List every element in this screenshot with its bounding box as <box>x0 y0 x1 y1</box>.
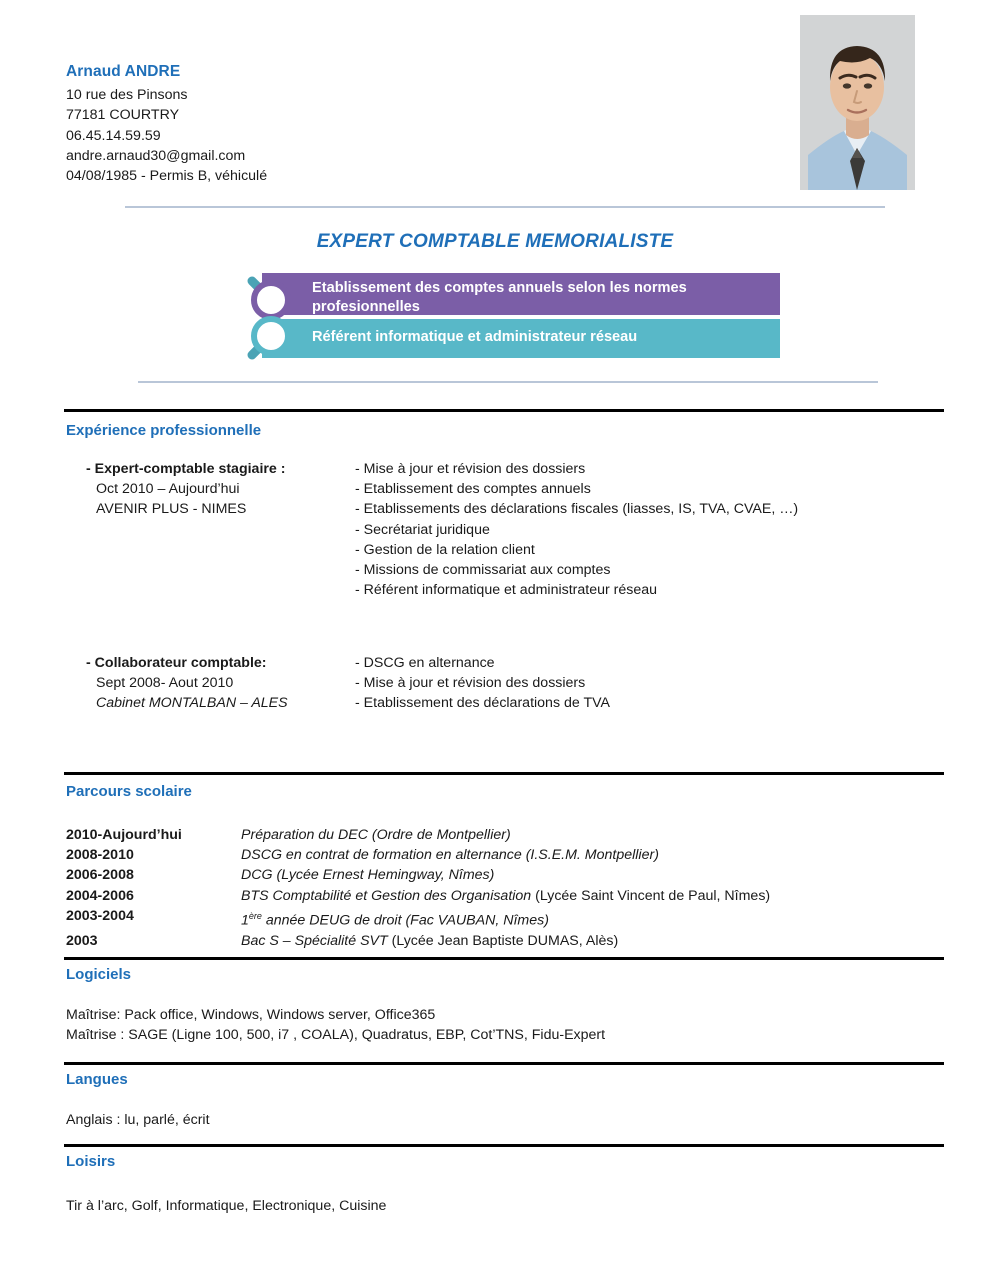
job-1-role: - Expert-comptable stagiaire : <box>86 461 286 477</box>
magnifier-icon <box>240 309 302 371</box>
education-desc-italic: DCG (Lycée Ernest Hemingway, Nîmes) <box>241 867 495 884</box>
task-item: - Secrétariat juridique <box>355 521 490 538</box>
education-desc-italic: Bac S – Spécialité SVT <box>241 932 388 949</box>
education-date: 2010-Aujourd’hui <box>66 827 182 843</box>
task-item: - Référent informatique et administrateur réseau <box>355 582 658 599</box>
section-title-hobbies: Loisirs <box>66 1153 116 1170</box>
education-desc-italic: année DEUG de droit (Fac VAUBAN, Nîmes) <box>265 912 549 929</box>
task-item: - Etablissement des déclarations de TVA <box>355 695 610 712</box>
task-item: - Mise à jour et révision des dossiers <box>355 461 586 477</box>
education-desc-plain: (Lycée Jean Baptiste DUMAS, Alès) <box>387 932 619 949</box>
job-1-company: AVENIR PLUS - NIMES <box>96 501 247 518</box>
job-2-role: - Collaborateur comptable: <box>86 655 267 671</box>
table-row <box>66 886 770 906</box>
job-2-meta <box>86 653 288 714</box>
job-2-period: Sept 2008- Aout 2010 <box>96 675 234 692</box>
task-item: - Etablissement des comptes annuels <box>355 481 591 498</box>
education-desc <box>241 931 618 951</box>
page-title: Arnaud ANDRE <box>66 63 181 80</box>
task-item: - Missions de commissariat aux comptes <box>355 562 611 579</box>
section-rule-software <box>64 957 944 960</box>
education-desc <box>241 825 511 845</box>
education-desc-prefix: 1 <box>241 912 249 929</box>
software-line: Maîtrise: Pack office, Windows, Windows server, Office365 <box>66 1007 436 1023</box>
languages-list <box>66 1110 210 1130</box>
contact-email: andre.arnaud30@gmail.com <box>66 147 246 164</box>
section-rule-languages <box>64 1062 944 1065</box>
section-rule-education <box>64 772 944 775</box>
section-title-software: Logiciels <box>66 966 132 983</box>
contact-city: 77181 COURTRY <box>66 107 180 124</box>
language-line: Anglais : lu, parlé, écrit <box>66 1112 210 1128</box>
job-2-company: Cabinet MONTALBAN – ALES <box>96 695 288 712</box>
contact-birth-licence: 04/08/1985 - Permis B, véhiculé <box>66 168 268 185</box>
task-item: - Mise à jour et révision des dossiers <box>355 675 586 692</box>
task-item: - DSCG en alternance <box>355 655 495 671</box>
header-divider <box>125 206 885 208</box>
hobbies-list <box>66 1196 386 1216</box>
job-1-period: Oct 2010 – Aujourd’hui <box>96 481 240 498</box>
section-rule-experience <box>64 409 944 412</box>
education-desc-italic: DSCG en contrat de formation en alternance (I.S.E.M. Montpellier) <box>241 847 659 864</box>
highlight-banners <box>240 265 770 365</box>
banner-row-1: Etablissement des comptes annuels selon les normes profesionnelles <box>262 273 780 315</box>
section-rule-hobbies <box>64 1144 944 1147</box>
education-desc-superscript: ère <box>248 910 262 921</box>
education-desc-plain: (Lycée Saint Vincent de Paul, Nîmes) <box>531 887 771 904</box>
headline-title: EXPERT COMPTABLE MEMORIALISTE <box>316 231 674 252</box>
task-item: - Etablissements des déclarations fiscales (liasses, IS, TVA, CVAE, …) <box>355 501 799 518</box>
avatar <box>800 15 915 190</box>
education-date: 2003 <box>66 932 98 949</box>
table-row <box>66 906 770 931</box>
table-row <box>66 865 770 885</box>
education-table <box>66 825 770 951</box>
header <box>0 0 990 205</box>
education-desc <box>241 906 549 931</box>
hobby-line: Tir à l’arc, Golf, Informatique, Electronique, Cuisine <box>66 1198 387 1214</box>
education-date: 2003-2004 <box>66 907 134 924</box>
table-row <box>66 825 770 845</box>
task-item: - Gestion de la relation client <box>355 541 535 558</box>
contact-address: 10 rue des Pinsons <box>66 87 188 103</box>
banner-divider <box>138 381 878 383</box>
education-date: 2008-2010 <box>66 847 134 864</box>
job-1-tasks <box>355 459 798 600</box>
banner-row-2: Référent informatique et administrateur réseau <box>262 319 780 358</box>
section-title-languages: Langues <box>66 1071 128 1088</box>
contact-phone: 06.45.14.59.59 <box>66 127 161 144</box>
job-1-meta <box>86 459 285 520</box>
education-desc <box>241 865 494 885</box>
table-row <box>66 931 770 951</box>
software-line: Maîtrise : SAGE (Ligne 100, 500, i7 , COALA), Quadratus, EBP, Cot’TNS, Fidu-Expert <box>66 1027 606 1044</box>
education-desc <box>241 845 659 865</box>
education-desc <box>241 886 770 906</box>
table-row <box>66 845 770 865</box>
software-list <box>66 1005 605 1045</box>
education-date: 2004-2006 <box>66 887 134 904</box>
section-title-experience: Expérience professionnelle <box>66 422 262 439</box>
job-2-tasks <box>355 653 610 714</box>
section-title-education: Parcours scolaire <box>66 783 192 800</box>
education-desc-italic: BTS Comptabilité et Gestion des Organisation <box>241 887 532 904</box>
education-date: 2006-2008 <box>66 867 134 884</box>
identity-block <box>66 63 267 186</box>
education-desc-italic: Préparation du DEC (Ordre de Montpellier) <box>241 827 511 843</box>
